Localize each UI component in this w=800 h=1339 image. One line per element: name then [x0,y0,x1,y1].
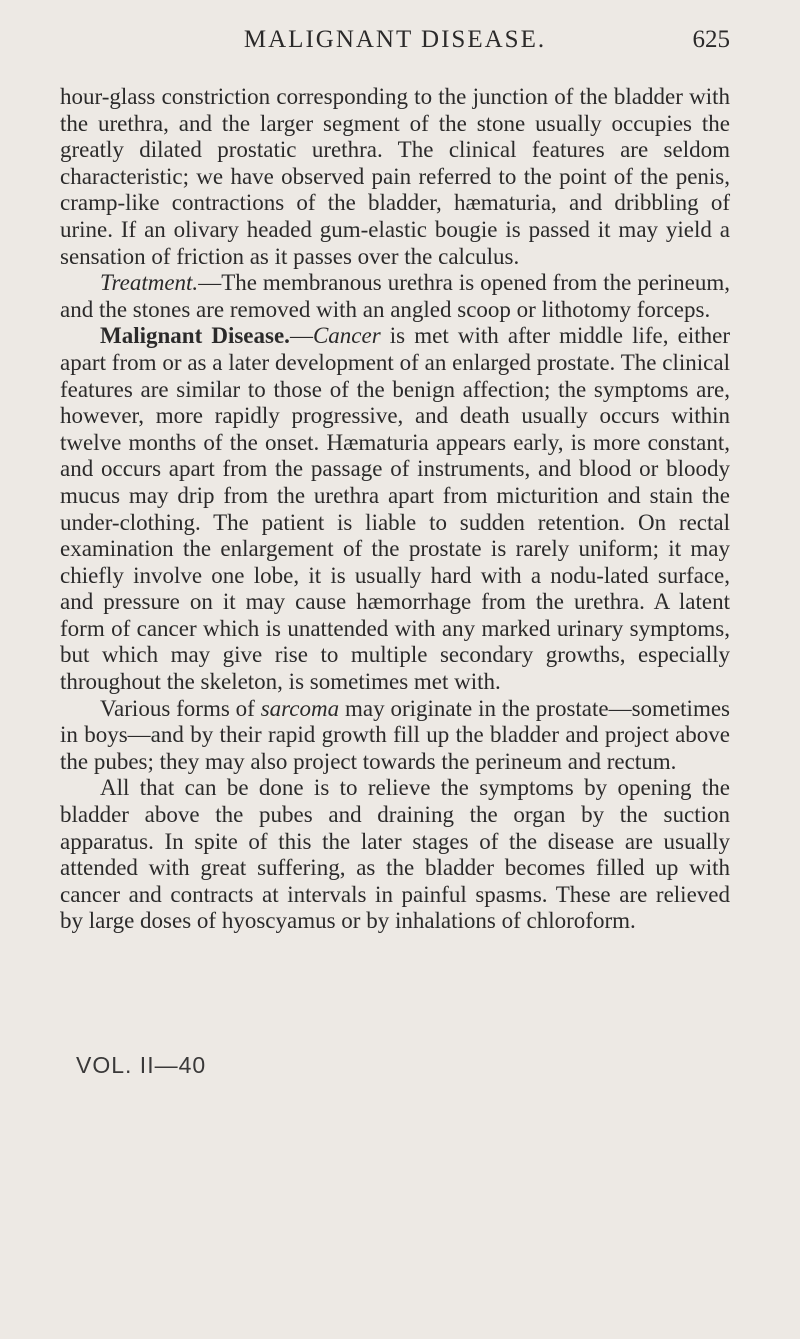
paragraph [60,270,730,323]
paragraph [60,696,730,776]
paragraph-text: is met with after middle life, either apart from or as a later development of an enlarged prostate. The clinical features are similar to those of the benign affection; the symptoms are, however, more rapidly progressive, and death usually occurs within twelve months of the onset. Hæmaturia appears early, is more constant, and occurs apart from the passage of instruments, and blood or bloody mucus may drip from the urethra apart from micturition and stain the under-clothing. The patient is liable to sudden retention. On rectal examination the enlargement of the prostate is rarely uniform; it may chiefly involve one lobe, it is usually hard with a nodu-lated surface, and pressure on it may cause hæmorrhage from the urethra. A latent form of cancer which is unattended with any marked urinary symptoms, but which may give rise to multiple secondary growths, especially throughout the skeleton, is sometimes met with. [60,323,730,695]
paragraph [60,775,730,935]
italic-term: sarcoma [260,695,340,721]
section-heading: Malignant Disease. [100,323,290,349]
italic-term: Treatment. [100,270,199,296]
paragraph-text: All that can be done is to relieve the symptoms by opening the bladder above the pubes and draining the organ by the suction apparatus. In spite of this the later stages of the disease are usually attended with great suffering, as the bladder becomes filled up with cancer and contracts at intervals in painful spasms. These are relieved by large doses of hyoscyamus or by inhalations of chloroform. [60,775,730,934]
paragraph-text: —The membranous urethra is opened from the perineum, and the stones are removed with an angled scoop or lithotomy forceps. [60,270,730,322]
signature-mark: VOL. II—40 [76,1052,207,1078]
paragraph [60,84,730,270]
running-head [60,26,730,60]
body-text [60,84,730,935]
paragraph-text: Various forms of [100,695,261,721]
paragraph-text: hour-glass constriction corresponding to the junction of the bladder with the urethra, and the larger segment of the stone usually occupies the greatly dilated prostatic urethra. The clinical features are seldom characteristic; we have observed pain referred to the point of the penis, cramp-like contractions of the bladder, hæmaturia, and dribbling of urine. If an olivary headed gum-elastic bougie is passed it may yield a sensation of friction as it passes over the calculus. [60,84,730,269]
paragraph-text: may originate in the prostate—sometimes in boys—and by their rapid growth fill up the bladder and project above the pubes; they may also project towards the perineum and rectum. [60,695,730,774]
page-number: 625 [692,26,730,53]
running-title: MALIGNANT DISEASE. [243,26,547,53]
italic-term: Cancer [312,323,381,349]
paragraph-text: — [289,323,313,349]
paragraph [60,323,730,695]
